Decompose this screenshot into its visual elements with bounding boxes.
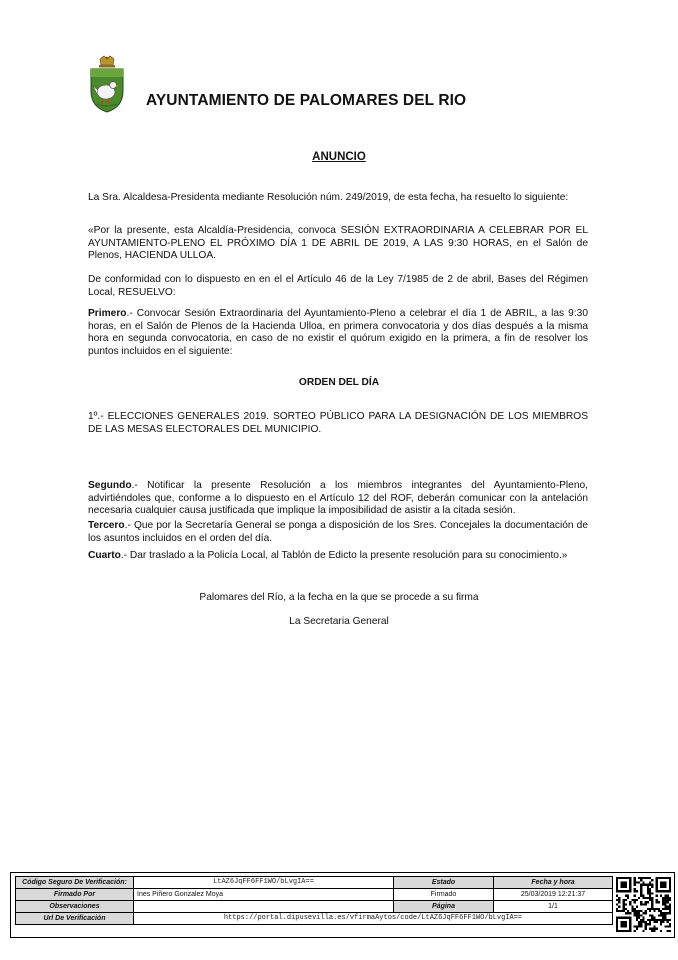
cuarto-text: .- Dar traslado a la Policía Local, al Tablón de Edicto la presente resolución para su conocimiento.» [120,550,568,561]
convocatoria-paragraph: «Por la presente, esta Alcaldía-Presidencia, convoca SESIÓN EXTRAORDINARIA A CELEBRAR POR EL AYUNTAMIENTO-PLENO EL PRÓXIMO DÍA 1 DE ABRIL DE 2019, A LAS 9:30 HORAS, en el Salón de Plenos, HACIENDA ULLOA. [88,225,588,262]
signature-place-line: Palomares del Río, a la fecha en la que se procede a su firma [199,592,479,603]
estado-label: Estado [394,877,494,889]
pagina-label: Página [394,901,494,913]
conformidad-paragraph: De conformidad con lo dispuesto en en el el Artículo 46 de la Ley 7/1985 de 2 de abril, Bases del Régimen Local, RESUELVO: [88,274,588,298]
primero-label: Primero [88,308,127,319]
signer-title: La Secretaria General [289,616,389,627]
fecha-label: Fecha y hora [494,877,613,889]
tercero-text: .- Que por la Secretaría General se ponga a disposición de los Sres. Concejales la documentación de los asuntos incluidos en el orden del día. [88,520,588,544]
orden-del-dia-item: 1º.- ELECCIONES GENERALES 2019. SORTEO PÚBLICO PARA LA DESIGNACIÓN DE LOS MIEMBROS DE LAS MESAS ELECTORALES DEL MUNICIPIO. [88,411,588,435]
tercero-paragraph [88,520,588,545]
segundo-label: Segundo [88,480,132,491]
cuarto-label: Cuarto [88,550,121,561]
orden-del-dia-heading: ORDEN DEL DÍA [298,377,380,388]
tercero-label: Tercero [88,520,125,531]
firmado-por-label: Firmado Por [16,889,134,901]
verification-row-csv [16,877,613,889]
primero-text: .- Convocar Sesión Extraordinaria del Ayuntamiento-Pleno a celebrar el día 1 de ABRIL, a las 9:30 horas, en el Salón de Plenos de la Hacienda Ulloa, en primera convocatoria y dos días después a la misma hora en segunda convocatoria, en caso de no existir el quórum exigido en la primera, a fin de resolver los puntos incluidos en el siguiente: [88,308,588,358]
segundo-paragraph [88,480,588,518]
url-label: Url De Verificación [16,913,134,925]
pagina-value: 1/1 [494,901,613,913]
qr-code-icon [616,877,671,932]
intro-paragraph: La Sra. Alcaldesa-Presidenta mediante Resolución núm. 249/2019, de esta fecha, ha resuelto lo siguiente: [88,192,569,203]
verification-row-url [16,913,613,925]
csv-label: Código Seguro De Verificación: [16,877,134,889]
coat-of-arms-icon [88,55,126,113]
estado-value: Firmado [394,889,494,901]
organization-title: AYUNTAMIENTO DE PALOMARES DEL RIO [146,92,467,109]
csv-value: LtAZ6JqFF6FF1WO/bLvgIA== [134,877,394,889]
document-heading: ANUNCIO [312,151,366,163]
verification-row-firmado [16,889,613,901]
url-value: https://portal.dipusevilla.es/vfirmaAytos/code/LtAZ6JqFF6FF1WO/bLvgIA== [134,913,613,925]
fecha-value: 25/03/2019 12:21:37 [494,889,613,901]
segundo-text: .- Notificar la presente Resolución a los miembros integrantes del Ayuntamiento-Pleno, advirtiéndoles que, conforme a lo dispuesto en el Artículo 12 del ROF, deberán comunicar con la antelación necesaria cualquier causa justificada que implique la imposibilidad de asistir a la citada sesión. [88,480,588,517]
primero-paragraph [88,308,588,359]
verification-footer [10,872,675,938]
verification-table [15,876,613,925]
observaciones-label: Observaciones [16,901,134,913]
firmado-por-value: Ines Piñero Gonzalez Moya [134,889,394,901]
observaciones-value [134,901,394,913]
cuarto-paragraph [88,550,588,563]
verification-row-observaciones [16,901,613,913]
